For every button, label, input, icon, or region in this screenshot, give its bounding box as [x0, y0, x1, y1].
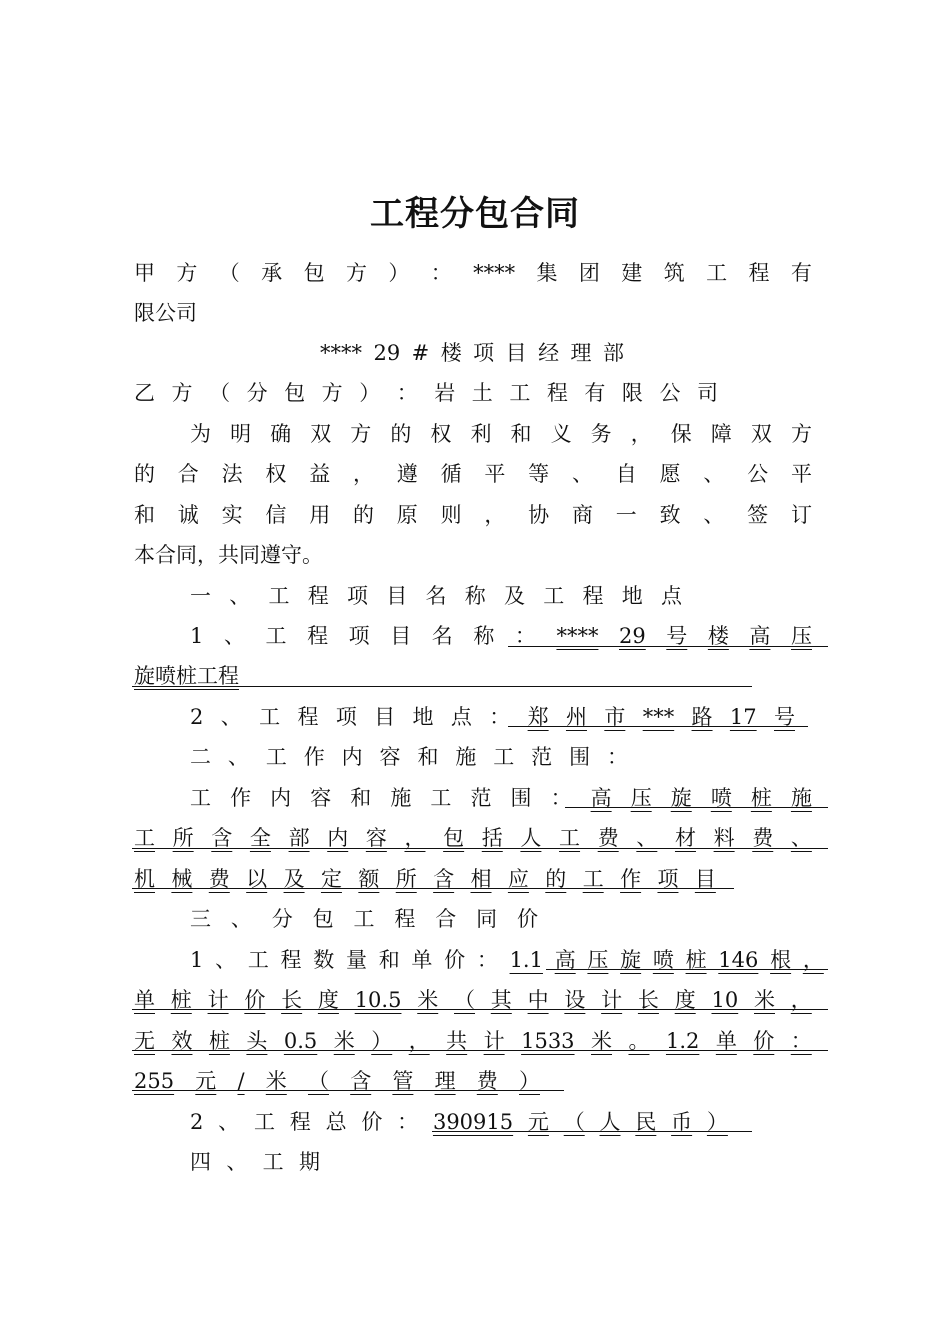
- underline-blank: [565, 807, 828, 808]
- section-heading: 一 、 工 程 项 目 名 称 及 工 程 地 点: [190, 584, 682, 608]
- project-location-line: 2 、 工 程 项 目 地 点 ： 郑 州 市 *** 路 17 号: [190, 705, 795, 729]
- underline-blank: [132, 1009, 828, 1010]
- underline-blank: [132, 1050, 828, 1051]
- intro-line: 的 合 法 权 益 ， 遵 循 平 等 、 自 愿 、 公 平: [134, 462, 812, 486]
- underline-blank: [508, 646, 828, 647]
- total-price-line: 2 、 工 程 总 价 ： 390915 元 （ 人 民 币 ）: [190, 1110, 728, 1134]
- scope-line: 工 所 含 全 部 内 容 ， 包 括 人 工 费 、 材 料 费 、: [134, 826, 812, 850]
- quantity-line: 无 效 桩 头 0.5 米 ） ， 共 计 1533 米 。 1.2 单 价 ：: [134, 1029, 812, 1053]
- scope-line: 工 作 内 容 和 施 工 范 围 ： 高 压 旋 喷 桩 施: [190, 786, 812, 810]
- quantity-line: 255 元 / 米 （ 含 管 理 费 ）: [134, 1069, 540, 1093]
- section-heading: 二 、 工 作 内 容 和 施 工 范 围 ：: [190, 745, 628, 769]
- project-name-line: 1 、 工 程 项 目 名 称 ： **** 29 号 楼 高 压: [190, 624, 812, 648]
- party-a-dept-line: **** 29 # 楼 项 目 经 理 部: [320, 341, 624, 365]
- party-a-line: 甲 方 （ 承 包 方 ） ： **** 集 团 建 筑 工 程 有: [134, 261, 812, 285]
- intro-line: 本 合 同 ， 共 同 遵 守 。: [134, 543, 323, 567]
- project-name-line: 旋 喷 桩 工 程: [134, 664, 239, 688]
- section-heading: 三 、 分 包 工 程 合 同 价: [190, 907, 538, 931]
- underline-blank: [432, 1131, 752, 1132]
- intro-line: 和 诚 实 信 用 的 原 则 ， 协 商 一 致 、 签 订: [134, 503, 812, 527]
- quantity-line: 1 、 工 程 数 量 和 单 价 ： 1.1 高 压 旋 喷 桩 146 根 ，: [190, 948, 824, 972]
- quantity-line: 单 桩 计 价 长 度 10.5 米 （ 其 中 设 计 长 度 10 米 ，: [134, 988, 812, 1012]
- underline-blank: [132, 686, 752, 687]
- underline-blank: [546, 969, 828, 970]
- document-title: 工程分包合同: [370, 194, 580, 234]
- section-heading: 四 、 工 期: [190, 1150, 320, 1174]
- party-a-line: 限 公 司: [134, 301, 197, 325]
- intro-line: 为 明 确 双 方 的 权 利 和 义 务 ， 保 障 双 方: [190, 422, 812, 446]
- party-b-line: 乙 方 （ 分 包 方 ） ： 岩 土 工 程 有 限 公 司: [134, 381, 718, 405]
- underline-blank: [132, 1090, 564, 1091]
- scope-line: 机 械 费 以 及 定 额 所 含 相 应 的 工 作 项 目: [134, 867, 716, 891]
- underline-blank: [132, 888, 734, 889]
- underline-blank: [508, 726, 808, 727]
- underline-blank: [132, 848, 828, 849]
